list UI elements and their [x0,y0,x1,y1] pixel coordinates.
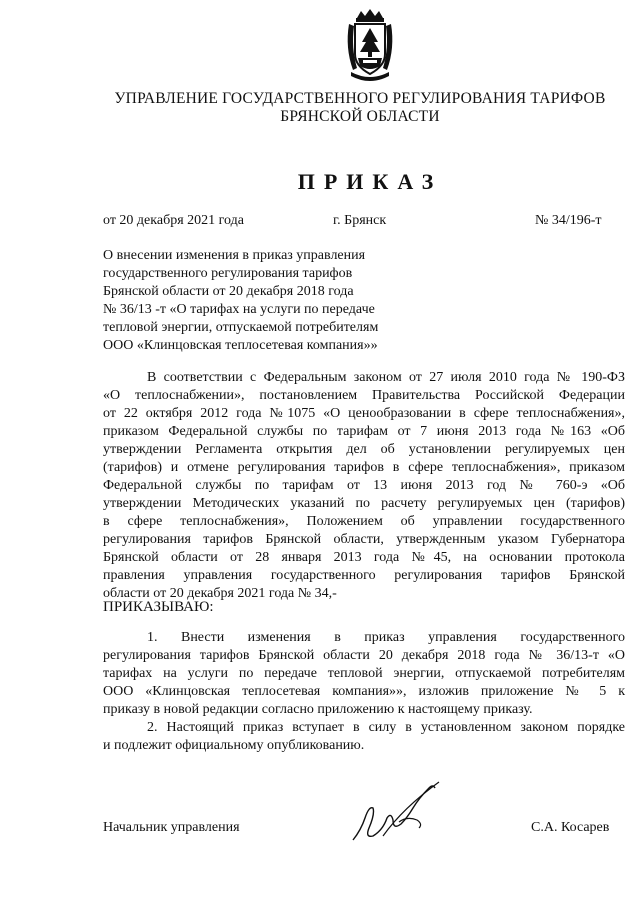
preamble-line: от 22 октября 2012 года №1075 «О ценообразовании в сфере теплоснабжения», [103,406,625,421]
handwritten-signature [343,778,463,848]
document-date: от 20 декабря 2021 года [103,213,244,228]
subject-line: № 36/13 -т «О тарифах на услуги по передаче [103,302,375,317]
preamble-line: (тарифов) и отмене регулирования тарифов в сфере теплоснабжения», приказом [103,460,625,475]
preamble-line: правления управления государственного регулирования тарифов Брянской [103,568,625,583]
item-line: ООО «Клинцовская теплосетевая компания»», изложив приложение № 5 к [103,684,625,699]
item-line: 2. Настоящий приказ вступает в силу в установленном законом порядке [147,720,625,735]
preamble-line: приказом Федеральной службы по тарифам от 7 июня 2013 года №163 «Об [103,424,625,439]
preamble-line: утверждении Регламента открытия дел об установлении регулируемых цен [103,442,625,457]
preamble-line: Брянской области от 28 января 2013 года №45, на основании протокола [103,550,625,565]
subject-line: О внесении изменения в приказ управления [103,248,366,263]
coat-of-arms-icon [343,8,397,82]
item-line: тарифах на услуги по передаче тепловой энергии, отпускаемой потребителям [103,666,625,681]
item-line: приказу в новой редакции согласно приложению к настоящему приказу. [103,702,533,717]
preamble-line: в сфере теплоснабжения», Положением об управлении государственного [103,514,625,529]
issuing-authority [80,90,640,126]
preamble-line: утверждении Методических указаний по расчету регулируемых цен (тарифов) [103,496,625,511]
order-items [103,629,625,755]
preamble-line: «О теплоснабжении», постановлением Правительства Российской Федерации [103,388,625,403]
preamble-paragraph [103,369,625,603]
order-heading: ПРИКАЗЫВАЮ: [103,599,214,615]
item-line: и подлежит официальному опубликованию. [103,738,365,753]
item-line: регулирования тарифов Брянской области 20 декабря 2018 года № 36/13-т «О [103,648,625,663]
authority-line-2: БРЯНСКОЙ ОБЛАСТИ [280,108,440,125]
authority-line-1: УПРАВЛЕНИЕ ГОСУДАРСТВЕННОГО РЕГУЛИРОВАНИЯ ТАРИФОВ [114,90,606,107]
subject-line: ООО «Клинцовская теплосетевая компания»» [103,338,378,353]
preamble-line: В соответствии с Федеральным законом от 27 июля 2010 года № 190-ФЗ [147,370,625,385]
subject-line: тепловой энергии, отпускаемой потребителям [103,320,379,335]
subject-line: Брянской области от 20 декабря 2018 года [103,284,354,299]
signatory-position: Начальник управления [103,820,240,835]
preamble-line: регулирования тарифов Брянской области, утвержденным указом Губернатора [103,532,625,547]
document-title: ПРИКАЗ [297,169,443,194]
preamble-line: области от 20 декабря 2021 года № 34,- [103,586,337,601]
document-subject [103,247,433,355]
document-city: г. Брянск [333,213,387,228]
preamble-line: Федеральной службы по тарифам от 13 июня 2013 год № 760-э «Об [103,478,625,493]
subject-line: государственного регулирования тарифов [103,266,353,281]
signatory-name: С.А. Косарев [531,820,610,835]
item-line: 1. Внести изменения в приказ управления государственного [147,630,625,645]
document-number: № 34/196-т [535,213,602,228]
